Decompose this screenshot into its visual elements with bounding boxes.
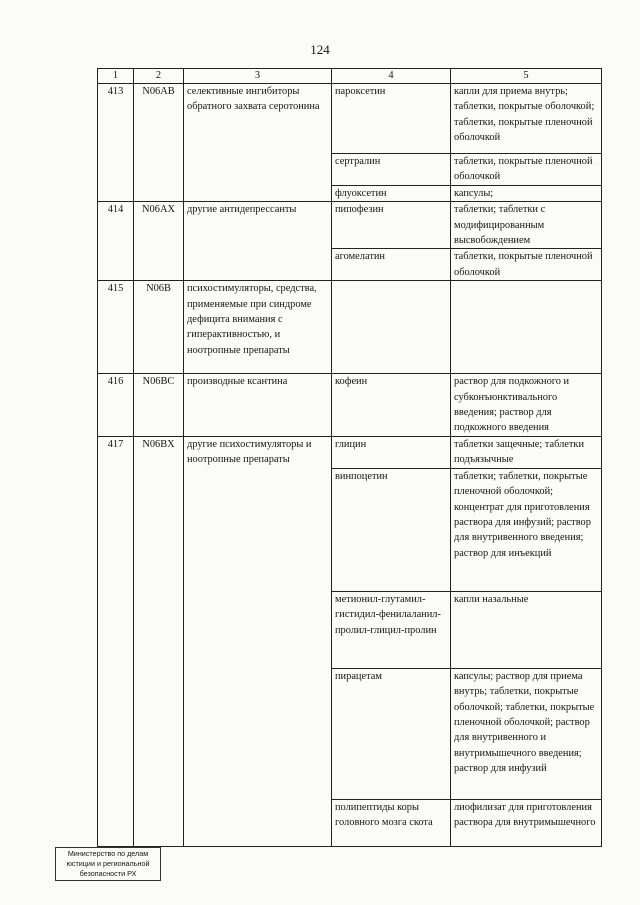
row-number: 417 [98,436,134,846]
dosage-form: капли назальные [451,591,602,668]
ministry-stamp [55,847,161,881]
row-number: 416 [98,374,134,437]
column-header: 2 [134,69,184,84]
drug-name: флуоксетин [332,185,451,201]
drug-name [332,281,451,374]
column-header: 3 [184,69,332,84]
row-number: 414 [98,202,134,281]
drug-name: полипептиды коры головного мозга скота [332,799,451,846]
atc-code: N06BX [134,436,184,846]
stamp-line: юстиции и региональной [66,859,150,868]
drug-name: метионил-глутамил-гистидил-фенилаланил-пролил-глицил-пролин [332,591,451,668]
drug-table [97,68,602,847]
dosage-form: таблетки; таблетки с модифицированным высвобождением [451,202,602,249]
dosage-form: таблетки, покрытые пленочной оболочкой [451,249,602,281]
drug-name: винпоцетин [332,468,451,591]
atc-code: N06B [134,281,184,374]
group-name: селективные ингибиторы обратного захвата серотонина [184,84,332,202]
dosage-form: капсулы; [451,185,602,201]
table-row [98,202,602,249]
drug-name: пипофезин [332,202,451,249]
table-row [98,281,602,374]
page-number: 124 [310,42,330,57]
drug-name: пирацетам [332,668,451,799]
group-name: производные ксантина [184,374,332,437]
column-header: 1 [98,69,134,84]
dosage-form: раствор для подкожного и субконъюнктивального введения; раствор для подкожного введения [451,374,602,437]
drug-name: агомелатин [332,249,451,281]
atc-code: N06AB [134,84,184,202]
header-row [98,69,602,84]
atc-code: N06AX [134,202,184,281]
dosage-form: капли для приема внутрь; таблетки, покрытые оболочкой; таблетки, покрытые пленочной оболочкой [451,84,602,154]
stamp-line: Министерство по делам [67,849,149,858]
dosage-form [451,281,602,374]
dosage-form: лиофилизат для приготовления раствора для внутримышечного [451,799,602,846]
drug-name: глицин [332,436,451,468]
column-header: 4 [332,69,451,84]
table-row [98,374,602,437]
row-number: 413 [98,84,134,202]
group-name: психостимуляторы, средства, применяемые при синдроме дефицита внимания с гиперактивностью, и ноотропные препараты [184,281,332,374]
column-header: 5 [451,69,602,84]
table-row [98,84,602,154]
table-row [98,436,602,468]
drug-table-container [97,68,602,847]
dosage-form: таблетки; таблетки, покрытые пленочной оболочкой; концентрат для приготовления раствора для инфузий; раствор для внутривенного введения; раствор для инъекций [451,468,602,591]
atc-code: N06BC [134,374,184,437]
stamp-line: безопасности РХ [79,869,137,878]
drug-name: сертралин [332,154,451,186]
dosage-form: капсулы; раствор для приема внутрь; таблетки, покрытые оболочкой; таблетки, покрытые пленочной оболочкой; раствор для внутривенного и внутримышечного введения; раствор для инфузий [451,668,602,799]
dosage-form: таблетки, покрытые пленочной оболочкой [451,154,602,186]
group-name: другие психостимуляторы и ноотропные препараты [184,436,332,846]
row-number: 415 [98,281,134,374]
group-name: другие антидепрессанты [184,202,332,281]
dosage-form: таблетки защечные; таблетки подъязычные [451,436,602,468]
drug-name: пароксетин [332,84,451,154]
drug-name: кофеин [332,374,451,437]
